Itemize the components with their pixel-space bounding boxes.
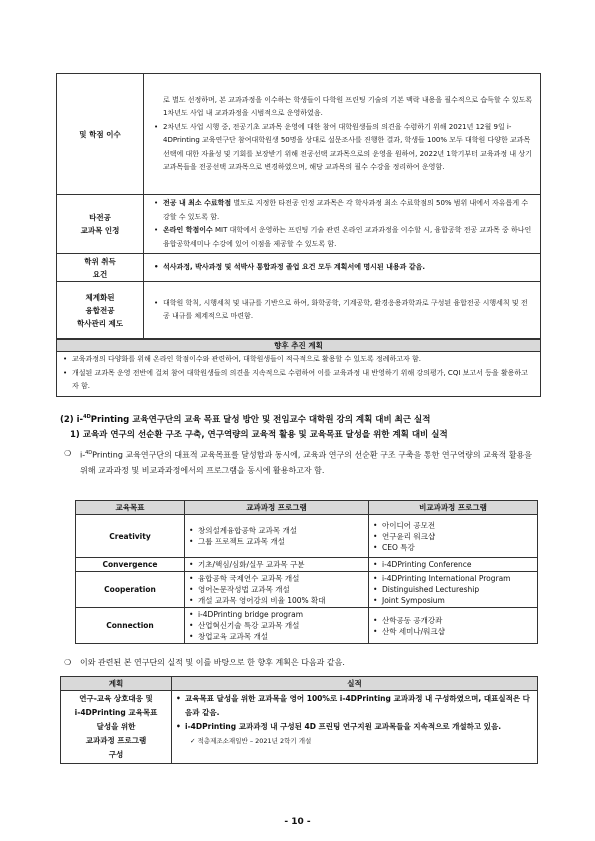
- table-row: Connection • i-4DPrinting bridge program • 산업혁신기술 특강 교과목 개설 • 창업교육 교과목 개설 • 산학공동 공개강좌 • 산학 세미나/워크샵: [76, 608, 538, 644]
- plan-results-table: [60, 676, 538, 764]
- results-cell: • 교육목표 달성을 위한 교과목을 영어 100%로 i-4DPrinting 교과과정 내 구성하였으며, 대표실적은 다음과 같음. • i-4DPrinting 교과과정 내 구성된 4D 프린팅 연구지원 교과목들을 지속적으로 개설하고 있음. ✓ 적층제조소재일반 – 2021년 2학기 개설: [172, 691, 538, 764]
- label-line: 타전공: [89, 213, 111, 222]
- row-content: [144, 195, 541, 254]
- column-header: 비교과과정 프로그램: [369, 501, 538, 515]
- paragraph: ❍ 이와 관련된 본 연구단의 실적 및 이를 바탕으로 한 향후 계획은 다음과 같음.: [64, 655, 538, 671]
- bullet-item: • 대학원 학칙, 시행세칙 및 내규를 기반으로 하여, 화학공학, 기계공학, 환경응용과학과로 구성된 융합전공 시행세칙 및 전공 내규를 체계적으로 마련함.: [154, 297, 534, 324]
- bullet-item: • 2차년도 사업 시행 중, 전공기초 교과목 운영에 대한 참여 대학원생들의 의견을 수렴하기 위해 2021년 12월 9일 i-4DPrinting 교육연구단 참여대학원생 50명을 상대로 설문조사를 진행한 결과, 학생들 100% 모두 대학원 다양한 교과목 선택에 대한 자율성 및 기회를 보장받기 위해 전공선택 교과목으로의 운영을 원하여, 2022년 1학기부터 교육과정 내 상기 교과목들을 전공선택 교과목으로 변경하였으며, 해당 교과목의 필수 수강을 정리하여 운영함.: [154, 121, 534, 175]
- plan-cell: 연구-교육 상호대응 및 i-4DPrinting 교육목표 달성을 위한 교과과정 프로그램 구성: [61, 691, 172, 764]
- row-label: 및 학점 이수: [57, 74, 144, 195]
- curriculum-table: [56, 73, 541, 397]
- table-row: Creativity • 창의설계융합공학 교과목 개설 • 그룹 프로젝트 교과목 개설 • 아이디어 공모전 • 연구윤리 워크샵 • CEO 특강: [76, 515, 538, 558]
- bullet-item: • 개설된 교과목 운영 전반에 걸쳐 참여 대학원생들의 의견을 지속적으로 수렴하여 이를 교육과정 내 반영하기 위해 강의평가, CQI 보고서 등을 활용하고자 함.: [63, 367, 534, 394]
- column-header: 교과과정 프로그램: [185, 501, 369, 515]
- row-label: 체계화된 융합전공 학사관리 제도: [57, 282, 144, 340]
- goals-table: [75, 500, 538, 644]
- row-content: [144, 254, 541, 282]
- column-header: 실적: [172, 677, 538, 691]
- future-plan-content: [57, 352, 541, 397]
- row-content: [144, 74, 541, 195]
- section-subtitle: 1) 교육과 연구의 선순환 구조 구축, 연구역량의 교육적 활용 및 교육목표 달성을 위한 계획 대비 실적: [70, 430, 448, 440]
- bullet-item: • 석사과정, 박사과정 및 석박사 통합과정 졸업 요건 모두 계획서에 명시된 내용과 같음.: [154, 261, 534, 275]
- future-plan-header: 향후 추진 계획: [57, 339, 541, 352]
- bullet-item: • 교육과정의 다양화를 위해 온라인 학점이수와 관련하여, 대학원생들이 적극적으로 활용할 수 있도록 정례하고자 함.: [63, 353, 534, 367]
- row-label: [57, 195, 144, 254]
- column-header: 교육목표: [76, 501, 185, 515]
- row-content: [144, 282, 541, 340]
- bullet-item: • 온라인 학점이수 MIT 대학에서 운영하는 프린팅 기술 관련 온라인 교과과정을 이수할 시, 융합공학 전공 교과목 중 하나인 융합공학세미나 수강에 있어 이점을 제공할 수 있도록 함.: [154, 224, 534, 251]
- table-row: Convergence • 기초/핵심/심화/실무 교과목 구분 • i-4DPrinting Conference: [76, 558, 538, 572]
- row-label: 학위 취득 요건: [57, 254, 144, 282]
- label-line: 교과목 인정: [80, 226, 120, 235]
- bullet-item: • 전공 내 최소 수료학점 별도로 지정한 타전공 인정 교과목은 각 학사과정 최소 수료학점의 50% 범위 내에서 자유롭게 수강할 수 있도록 함.: [154, 197, 534, 224]
- circle-bullet-icon: ❍: [64, 449, 72, 458]
- page-number: - 10 -: [284, 817, 311, 827]
- check-icon: ✓: [190, 737, 198, 745]
- table-row: Cooperation • 융합공학 국제연수 교과목 개설 • 영어논문작성법 교과목 개설 • 개설 교과목 영어강의 비율 100% 확대 • i-4DPrinting International Program • Distinguished Lectureship • Joint Symposium: [76, 572, 538, 608]
- section-title: (2) i-$^{4D}$Printing 교육연구단의 교육 목표 달성 방안 및 전임교수 대학원 강의 계획 대비 최근 실적: [60, 414, 431, 425]
- column-header: 계획: [61, 677, 172, 691]
- text-line: 로 별도 선정하며, 본 교과과정을 이수하는 학생들이 다학원 프린팅 기술의 기본 맥락 내용을 필수적으로 습득할 수 있도록 1차년도 사업 내 교과과정을 시범적으로 운영하였음.: [163, 95, 533, 117]
- paragraph: ❍ i-$^{4D}$Printing 교육연구단의 대표적 교육목표를 달성함과 동시에, 교육과 연구의 선순환 구조 구축을 통한 연구역량의 교육적 활용을 위해 교과과정 및 비교과과정에서의 프로그램을 동시에 활용하고자 함.: [64, 446, 538, 479]
- circle-bullet-icon: ❍: [64, 658, 72, 667]
